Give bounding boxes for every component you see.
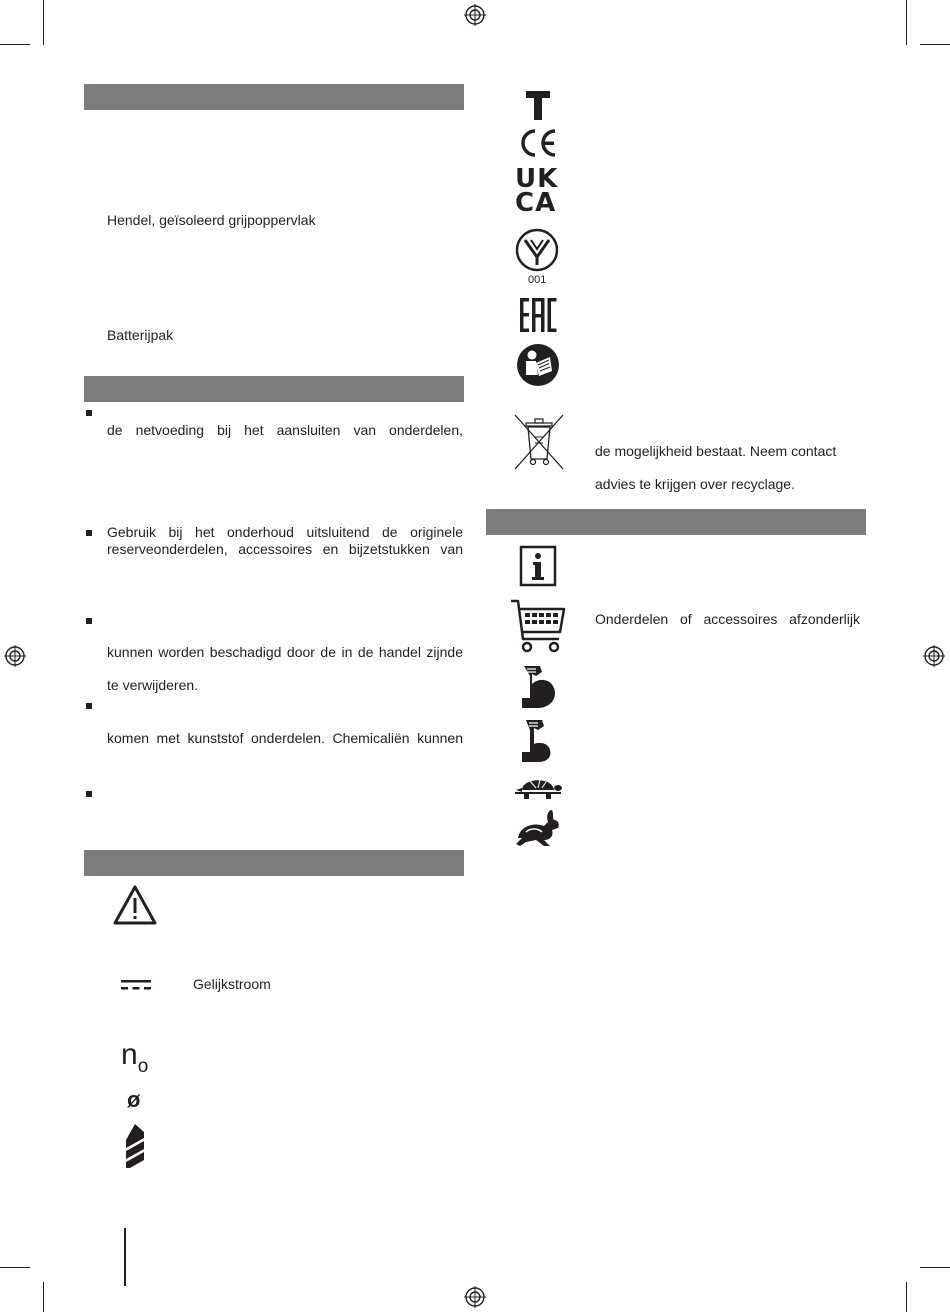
maintenance-text-line: de netvoeding bij het aansluiten van onderdelen, — [107, 422, 463, 438]
registration-mark-icon — [464, 4, 486, 26]
no-load-speed-subscript: o — [137, 1056, 149, 1077]
ukca-mark-icon — [515, 164, 561, 218]
part-label-handle: Hendel, geïsoleerd grijpoppervlak — [107, 212, 316, 228]
eac-mark-icon — [519, 297, 557, 333]
registration-mark-icon — [4, 645, 26, 667]
crop-mark — [0, 44, 30, 45]
shopping-cart-icon — [509, 598, 567, 654]
strong-arm-icon — [516, 664, 560, 710]
ukca-line-2: CA — [515, 188, 557, 218]
no-load-speed-icon — [121, 1038, 148, 1084]
crop-mark — [920, 1267, 950, 1268]
cart-text: Onderdelen of accessoires afzonderlijk — [595, 611, 860, 627]
recycling-text-line: advies te krijgen over recyclage. — [595, 476, 795, 492]
crop-mark — [920, 44, 950, 45]
maintenance-text-line: te verwijderen. — [107, 677, 199, 693]
ce-mark-icon — [517, 127, 559, 159]
maintenance-text-line: komen met kunststof onderdelen. Chemicaliën kunnen — [107, 730, 463, 746]
drill-bit-icon — [124, 1124, 146, 1168]
maintenance-text-line: Gebruik bij het onderhoud uitsluitend de originele — [107, 524, 463, 540]
ukr-mark-number: 001 — [528, 274, 547, 286]
crop-mark — [43, 0, 44, 45]
list-bullet — [86, 791, 92, 797]
recycling-text-line: de mogelijkheid bestaat. Neem contact — [595, 443, 837, 459]
registration-mark-icon — [464, 1286, 486, 1308]
list-bullet — [86, 530, 92, 536]
rabbit-icon — [514, 808, 562, 848]
weak-arm-icon — [516, 718, 560, 764]
section-header-bar — [84, 376, 464, 402]
crop-mark — [906, 0, 907, 45]
section-header-bar — [486, 509, 866, 535]
section-header-bar — [84, 84, 464, 110]
tortoise-icon — [514, 772, 562, 802]
registration-mark-icon — [923, 645, 945, 667]
t-mark-icon — [524, 89, 552, 121]
diameter-icon: ø — [127, 1087, 141, 1112]
warning-triangle-icon — [112, 884, 158, 926]
crop-mark — [906, 1282, 907, 1312]
list-bullet — [86, 618, 92, 624]
info-icon — [519, 545, 557, 587]
section-header-bar — [84, 850, 464, 876]
page-margin-line — [124, 1228, 126, 1286]
part-label-battery: Batterijpak — [107, 327, 174, 343]
list-bullet — [86, 703, 92, 709]
ukrainian-conformity-icon — [514, 227, 560, 273]
weee-bin-icon — [513, 413, 565, 471]
maintenance-text-line: kunnen worden beschadigd door de in de handel zijnde — [107, 644, 463, 660]
ukca-line-1: UK — [515, 164, 559, 194]
crop-mark — [0, 1267, 30, 1268]
no-load-speed-symbol: n — [121, 1038, 138, 1071]
maintenance-text-line: reserveonderdelen, accessoires en bijzetstukken van — [107, 541, 463, 557]
list-bullet — [86, 410, 92, 416]
read-manual-icon — [516, 343, 560, 387]
direct-current-icon — [120, 978, 152, 992]
dc-label: Gelijkstroom — [193, 976, 271, 992]
crop-mark — [43, 1282, 44, 1312]
